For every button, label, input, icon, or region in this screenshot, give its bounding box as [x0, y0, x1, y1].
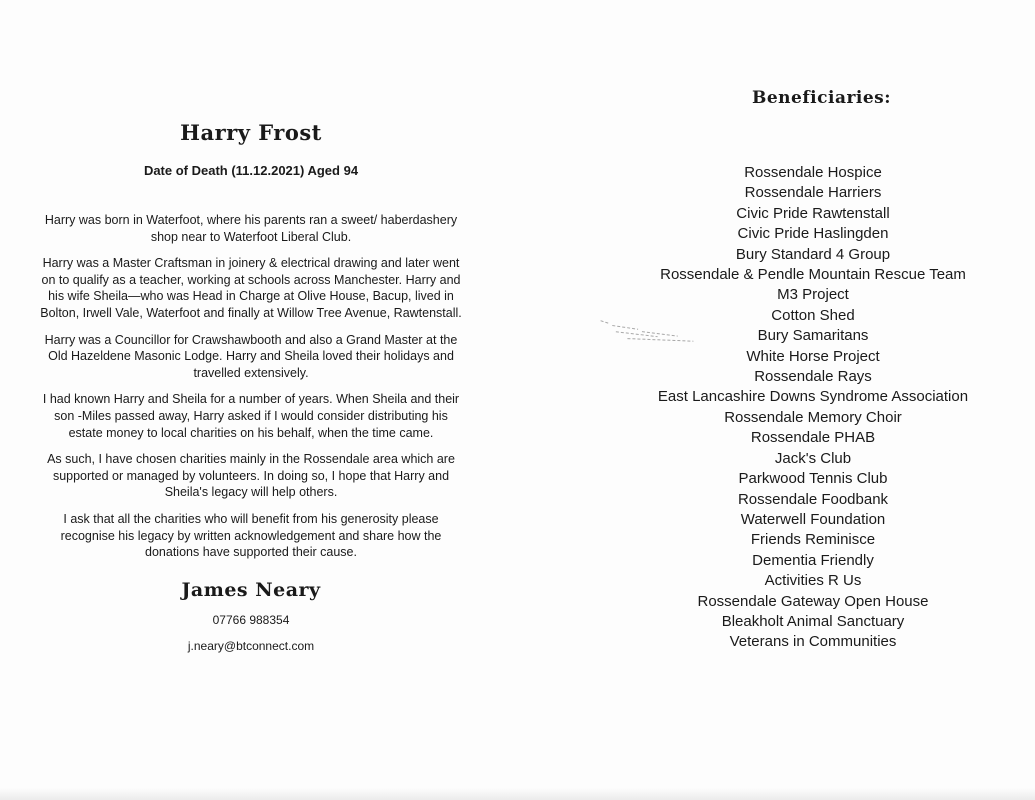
date-of-death: Date of Death (11.12.2021) Aged 94 [143, 163, 359, 178]
beneficiary-item: Dementia Friendly [752, 551, 874, 569]
beneficiary-item: Rossendale Memory Choir [724, 408, 902, 426]
paragraph: As such, I have chosen charities mainly in the Rossendale area which are supported or managed by volunteers. In doing so, I hope that Harry and Sheila's legacy will help others. [47, 452, 455, 500]
paragraph: Harry was a Master Craftsman in joinery & electrical drawing and later went on to qualify as a teacher, working at schools across Manchester. Harry and his wife Sheila—who was Head in Charge at Olive House, Bacup, lived in Bolton, Irwell Vale, Waterfoot and finally at Willow Tree Avenue, Rawtenstall. [40, 256, 462, 320]
beneficiary-item: Rossendale PHAB [750, 429, 876, 447]
beneficiary-item: Rossendale Hospice [744, 164, 882, 181]
beneficiary-item: Rossendale Gateway Open House [697, 592, 929, 610]
scan-mark [597, 315, 699, 348]
scan-edge [0, 788, 1035, 800]
beneficiary-item: Civic Pride Rawtenstall [736, 204, 890, 222]
beneficiary-item: Rossendale Foodbank [737, 490, 889, 508]
beneficiary-item: Friends Reminisce [750, 531, 876, 549]
beneficiary-item: Rossendale Harriers [744, 184, 882, 202]
beneficiary-item: Veterans in Communities [729, 633, 897, 651]
beneficiary-item: Cotton Shed [771, 306, 855, 324]
beneficiary-item: White Horse Project [746, 347, 880, 365]
beneficiaries-list [640, 163, 986, 653]
beneficiary-item: M3 Project [777, 286, 849, 304]
beneficiary-item: Bleakholt Animal Sanctuary [721, 612, 905, 630]
beneficiary-item: Activities R Us [764, 572, 862, 590]
paragraph: I ask that all the charities who will benefit from his generosity please recognise his legacy by written acknowledgement and share how the donations have supported their cause. [60, 511, 442, 560]
beneficiaries-heading: Beneficiaries: [752, 88, 892, 108]
paragraph: Harry was born in Waterfoot, where his parents ran a sweet/ haberdashery shop near to Waterfoot Liberal Club. [44, 213, 458, 244]
memorial-panel [38, 112, 464, 665]
beneficiary-item: East Lancashire Downs Syndrome Association [657, 388, 969, 406]
beneficiary-item: Rossendale & Pendle Mountain Rescue Team [660, 266, 966, 284]
paragraph: Harry was a Councillor for Crawshawbooth and also a Grand Master at the Old Hazeldene Masonic Lodge. Harry and Sheila loved their holidays and travelled extensively. [44, 332, 458, 380]
paragraph: I had known Harry and Sheila for a number of years. When Sheila and their son -Miles passed away, Harry asked if I would consider distributing his estate money to local charities on his behalf, when the time came. [42, 392, 460, 440]
beneficiary-item: Civic Pride Haslingden [737, 225, 889, 243]
beneficiary-item: Parkwood Tennis Club [738, 470, 888, 488]
beneficiary-item: Waterwell Foundation [740, 510, 886, 528]
signature: James Neary [181, 578, 321, 601]
phone-number: 07766 988354 [212, 612, 290, 627]
email-address: j.neary@btconnect.com [187, 638, 315, 653]
beneficiary-item: Jack's Club [774, 449, 852, 467]
page-title: Harry Frost [180, 120, 322, 145]
beneficiary-item: Rossendale Rays [754, 368, 872, 386]
beneficiary-item: Bury Standard 4 Group [735, 245, 891, 263]
beneficiary-item: Bury Samaritans [757, 327, 869, 345]
